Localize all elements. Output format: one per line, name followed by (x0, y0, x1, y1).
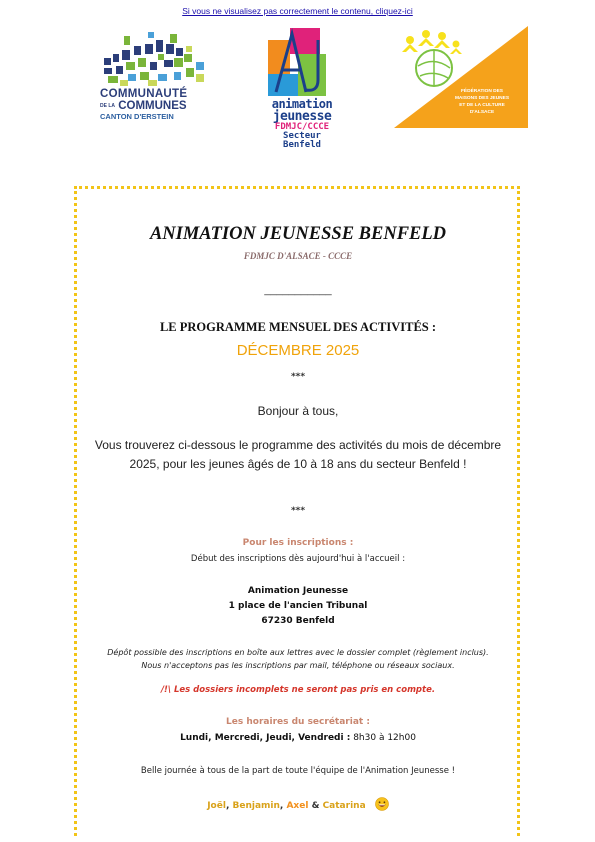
inscriptions-title: Pour les inscriptions : (242, 538, 354, 548)
view-online-link[interactable]: Si vous ne visualisez pas correctement le contenu, cliquez-ici (182, 6, 413, 16)
depot-line-1: Dépôt possible des inscriptions en boîte aux lettres avec le dossier complet (règlement inclus). (107, 648, 489, 657)
cc-logo-line2-main: COMMUNES (118, 100, 187, 113)
cc-logo-line3: CANTON D'ERSTEIN (100, 112, 174, 122)
communaute-communes-logo (100, 32, 225, 144)
cc-logo-line1: COMMUNAUTÉ (100, 88, 188, 100)
address-block (80, 584, 516, 629)
fd-logo-text (440, 88, 524, 116)
farewell-text: Belle journée à tous de la part de toute l'équipe de l'Animation Jeunesse ! (140, 766, 456, 776)
animation-jeunesse-logo (262, 26, 342, 158)
fd-logo-line4: D'ALSACE (469, 110, 495, 115)
grin-emoji-icon (375, 797, 389, 814)
depot-notice (80, 646, 516, 672)
signature-sep-1: , (225, 801, 230, 811)
signature-name-3: Axel (286, 801, 309, 811)
top-bar (0, 6, 595, 16)
aj-logo-line3: FDMJC/CCCE (274, 122, 330, 132)
cc-logo-text (100, 88, 225, 122)
signature-sep-3: & (311, 801, 320, 811)
address-line-3: 67230 Benfeld (261, 616, 335, 626)
address-line-2: 1 place de l'ancien Tribunal (228, 601, 368, 611)
inscriptions-text: Début des inscriptions dès aujourd'hui à l'accueil : (190, 554, 406, 564)
logo-row (0, 26, 595, 161)
hours-title: Les horaires du secrétariat : (226, 717, 370, 727)
warning-notice: /!\ Les dossiers incomplets ne seront pas pris en compte. (160, 685, 436, 695)
fd-logo-line3: ET DE LA CULTURE (459, 103, 505, 108)
aj-logo-line2: jeunesse (272, 109, 332, 124)
signature (80, 797, 516, 814)
separator: ___________ (264, 284, 332, 296)
hours-line (80, 733, 516, 743)
cc-logo-line2 (100, 100, 225, 112)
fd-logo-line1: FÉDÉRATION DES (460, 89, 504, 94)
hours-time: 8h30 à 12h00 (353, 733, 416, 743)
stars-divider-1: *** (290, 372, 306, 382)
cc-logo-graphic (100, 32, 225, 88)
page-title: ANIMATION JEUNESSE BENFELD (149, 224, 447, 244)
signature-name-4: Catarina (322, 801, 366, 811)
page-subtitle: FDMJC D'ALSACE - CCCE (243, 251, 353, 261)
depot-line-2: Nous n'acceptons pas les inscriptions par mail, téléphone ou réseaux sociaux. (141, 661, 455, 670)
greeting: Bonjour à tous, (257, 404, 339, 418)
aj-logo-line1: animation (271, 97, 333, 111)
aj-logo-graphic (262, 26, 342, 98)
stars-divider-2: *** (290, 506, 306, 516)
aj-logo-text (262, 98, 342, 150)
cc-logo-line2-small: DE LA (100, 103, 115, 109)
signature-name-2: Benjamin (232, 801, 280, 811)
address-line-1: Animation Jeunesse (247, 586, 349, 596)
federation-mjc-logo (394, 26, 528, 128)
hours-days: Lundi, Mercredi, Jeudi, Vendredi : (180, 733, 351, 743)
program-title: LE PROGRAMME MENSUEL DES ACTIVITÉS : (159, 320, 437, 334)
aj-logo-line4: Secteur Benfeld (283, 131, 321, 150)
program-month: DÉCEMBRE 2025 (236, 342, 360, 359)
signature-sep-2: , (279, 801, 284, 811)
fd-logo-line2: MAISONS DES JEUNES (454, 96, 510, 101)
intro-text: Vous trouverez ci-dessous le programme des activités du mois de décembre 2025, pour les jeunes âgés de 10 à 18 ans du secteur Benfeld ! (94, 438, 502, 471)
signature-name-1: Joël (207, 801, 226, 811)
